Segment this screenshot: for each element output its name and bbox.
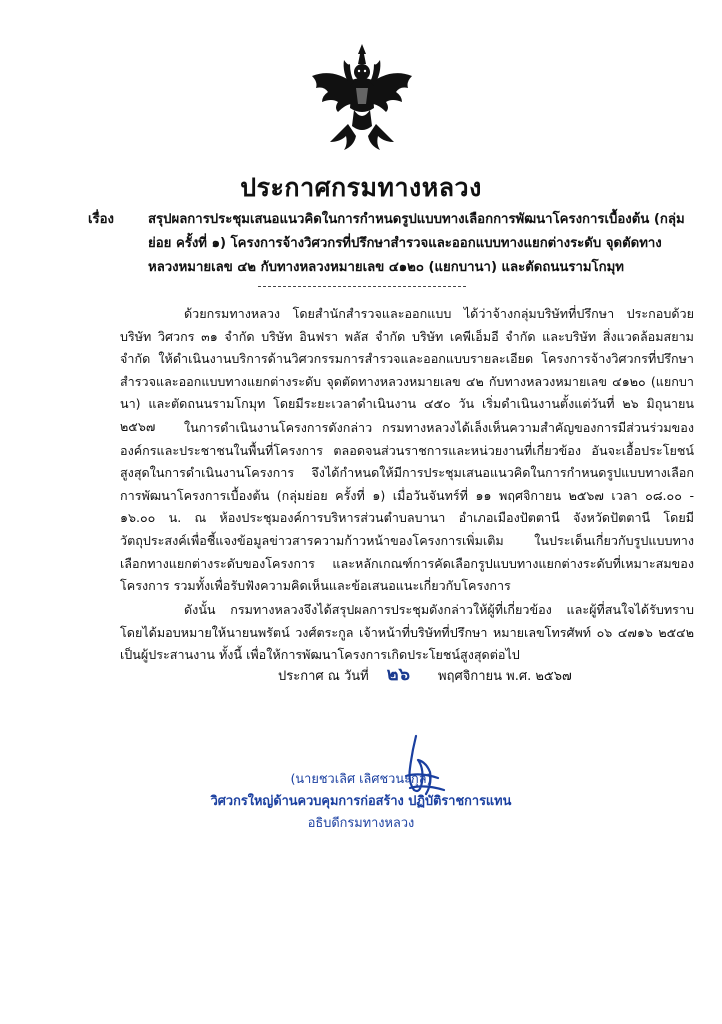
- paragraph-3-text: ดังนั้น กรมทางหลวงจึงได้สรุปผลการประชุมดังกล่าวให้ผู้ที่เกี่ยวข้อง และผู้ที่สนใจได้รับทราบ โดยได้มอบหมายให้นายนพรัตน์ วงศ์ตระกูล เจ้าหน้าที่บริษัทที่ปรึกษา หมายเลขโทรศัพท์ ๐๖ ๔๗๑๖ ๒๕๔๒ เป็นผู้ประสานงาน ทั้งนี้ เพื่อให้การพัฒนาโครงการเกิดประโยชน์สูงสุดต่อไป: [120, 602, 694, 663]
- date-prefix: ประกาศ ณ วันที่: [278, 669, 369, 684]
- divider-line: [258, 286, 466, 287]
- body-paragraph-2: [120, 417, 694, 598]
- garuda-emblem-icon: [308, 42, 416, 154]
- subject-label: เรื่อง: [88, 212, 114, 227]
- signer-position: วิศวกรใหญ่ด้านควบคุมการก่อสร้าง ปฏิบัติราชการแทน: [210, 794, 512, 809]
- signer-department: อธิบดีกรมทางหลวง: [307, 816, 415, 831]
- body-paragraph-3: [120, 599, 694, 667]
- date-day: ๒๖: [386, 664, 411, 685]
- paragraph-1-text: ด้วยกรมทางหลวง โดยสำนักสำรวจและออกแบบ ได้ว่าจ้างกลุ่มบริษัทที่ปรึกษา ประกอบด้วย บริษัท วิศวกร ๓๑ จำกัด บริษัท อินฟรา พลัส จำกัด บริษัท เคพีเอ็มอี จำกัด และบริษัท สิ่งแวดล้อมสยาม จำกัด ให้ดำเนินงานบริการด้านวิศวกรรมการสำรวจและออกแบบรายละเอียด โครงการจ้างวิศวกรที่ปรึกษาสำรวจและออกแบบทางแยกต่างระดับ จุดตัดทางหลวงหมายเลข ๔๒ กับทางหลวงหมายเลข ๔๑๒๐ (แยกบานา) และตัดถนนรามโกมุท โดยมีระยะเวลาดำเนินงาน ๔๕๐ วัน เริ่มดำเนินงานตั้งแต่วันที่ ๒๖ มิถุนายน ๒๕๖๗: [120, 306, 694, 434]
- signer-name: (นายชวเลิศ เลิศชวนะกุล): [290, 772, 432, 787]
- subject-text: สรุปผลการประชุมเสนอแนวคิดในการกำหนดรูปแบบทางเลือกการพัฒนาโครงการเบื้องต้น (กลุ่มย่อย ครั้งที่ ๑) โครงการจ้างวิศวกรที่ปรึกษาสำรวจและออกแบบทางแยกต่างระดับ จุดตัดทางหลวงหมายเลข ๔๒ กับทางหลวงหมายเลข ๔๑๒๐ (แยกบานา) และตัดถนนรามโกมุท: [148, 212, 685, 275]
- date-month-year: พฤศจิกายน พ.ศ. ๒๕๖๗: [438, 669, 572, 684]
- paragraph-2-text: ในการดำเนินงานโครงการดังกล่าว กรมทางหลวงได้เล็งเห็นความสำคัญของการมีส่วนร่วมขององค์กรและประชาชนในพื้นที่โครงการ ตลอดจนส่วนราชการและหน่วยงานที่เกี่ยวข้อง อันจะเอื้อประโยชน์สูงสุดในการดำเนินงานโครงการ จึงได้กำหนดให้มีการประชุมเสนอแนวคิดในการกำหนดรูปแบบทางเลือกการพัฒนาโครงการเบื้องต้น (กลุ่มย่อย ครั้งที่ ๑) เมื่อวันจันทร์ที่ ๑๑ พฤศจิกายน ๒๕๖๗ เวลา ๐๘.๐๐ - ๑๖.๐๐ น. ณ ห้องประชุมองค์การบริหารส่วนตำบลบานา อำเภอเมืองปัตตานี จังหวัดปัตตานี โดยมีวัตถุประสงค์เพื่อชี้แจงข้อมูลข่าวสารความก้าวหน้าของโครงการเพิ่มเติม ในประเด็นเกี่ยวกับรูปแบบทางเลือกทางแยกต่างระดับของโครงการ และหลักเกณฑ์การคัดเลือกรูปแบบทางแยกต่างระดับที่เหมาะสมของโครงการ รวมทั้งเพื่อรับฟังความคิดเห็นและข้อเสนอแนะเกี่ยวกับโครงการ: [120, 420, 694, 594]
- document-title: ประกาศกรมทางหลวง: [240, 173, 482, 202]
- announcement-date: [278, 664, 658, 688]
